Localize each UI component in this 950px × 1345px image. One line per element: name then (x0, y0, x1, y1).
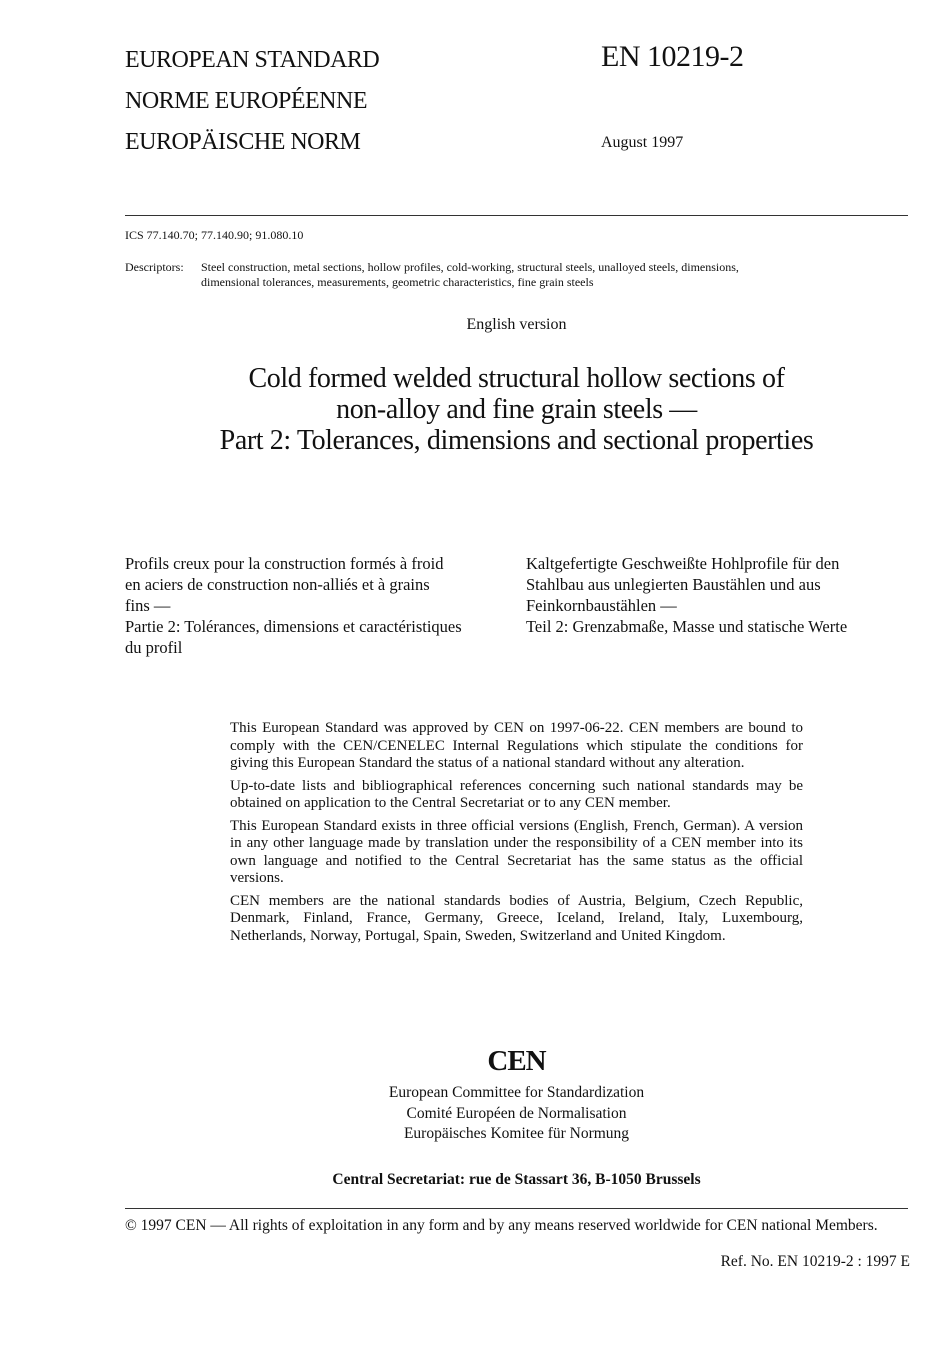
ics-codes: ICS 77.140.70; 77.140.90; 91.080.10 (125, 228, 304, 242)
approval-notice (230, 720, 803, 950)
german-title-line: Feinkornbaustählen — (526, 596, 677, 615)
document-title (125, 363, 908, 456)
cen-name-fr: Comité Européen de Normalisation (406, 1104, 627, 1122)
french-title (125, 553, 510, 658)
french-title-line: Partie 2: Tolérances, dimensions et caractéristiques (125, 617, 462, 636)
standard-type-header (125, 45, 379, 157)
german-title (526, 553, 926, 637)
header-divider (125, 215, 908, 216)
french-title-line: Profils creux pour la construction formés à froid (125, 554, 444, 573)
german-title-line: Stahlbau aus unlegierten Baustählen und aus (526, 575, 821, 594)
approval-paragraph: Up-to-date lists and bibliographical references concerning such national standards may be obtained on application to the Central Secretariat or to any CEN member. (230, 777, 803, 811)
approval-paragraph: This European Standard exists in three official versions (English, French, German). A version in any other language made by translation under the responsibility of a CEN member into its own language and notified to the Central Secretariat has the same status as the official versions. (230, 817, 803, 886)
approval-paragraph: This European Standard was approved by CEN on 1997-06-22. CEN members are bound to comply with the CEN/CENELEC Internal Regulations which stipulate the conditions for giving this European Standard the status of a national standard without any alteration. (230, 720, 803, 771)
french-title-line: fins — (125, 596, 171, 615)
approval-paragraph: CEN members are the national standards bodies of Austria, Belgium, Czech Republic, Denmark, Finland, France, Germany, Greece, Iceland, Ireland, Italy, Luxembourg, Netherlands, Norway, Portugal, Spain, Sweden, Switzerland and United Kingdom. (230, 892, 803, 944)
header-line-de: EUROPÄISCHE NORM (125, 129, 361, 155)
descriptors-list (201, 260, 901, 290)
descriptors-label: Descriptors: (125, 260, 184, 274)
title-line: Part 2: Tolerances, dimensions and sectional properties (219, 425, 814, 456)
header-line-fr: NORME EUROPÉENNE (125, 88, 367, 114)
footer-divider (125, 1208, 908, 1209)
german-title-line: Teil 2: Grenzabmaße, Masse und statische Werte (526, 617, 848, 636)
copyright-notice: © 1997 CEN — All rights of exploitation in any form and by any means reserved worldwide for CEN national Members. (125, 1217, 878, 1234)
reference-number: Ref. No. EN 10219-2 : 1997 E (720, 1253, 910, 1270)
french-title-line: en aciers de construction non-alliés et à grains (125, 575, 430, 594)
publication-date: August 1997 (601, 134, 684, 151)
french-title-line: du profil (125, 638, 183, 657)
title-line: non-alloy and fine grain steels — (336, 394, 697, 425)
cen-name-de: Europäisches Komitee für Normung (403, 1125, 630, 1142)
cen-organization-names (125, 1083, 908, 1145)
german-title-line: Kaltgefertigte Geschweißte Hohlprofile für den (526, 554, 840, 573)
descriptors-line: dimensional tolerances, measurements, geometric characteristics, fine grain steels (201, 275, 594, 289)
central-secretariat-address: Central Secretariat: rue de Stassart 36, B-1050 Brussels (332, 1171, 701, 1188)
header-line-en: EUROPEAN STANDARD (125, 47, 380, 73)
descriptors-line: Steel construction, metal sections, hollow profiles, cold-working, structural steels, unalloyed steels, dimensions, (201, 260, 739, 274)
version-label: English version (466, 316, 567, 333)
title-line: Cold formed welded structural hollow sections of (248, 363, 785, 394)
standard-number: EN 10219-2 (601, 40, 744, 73)
cen-logo-text: CEN (487, 1045, 546, 1077)
cen-name-en: European Committee for Standardization (388, 1084, 645, 1101)
